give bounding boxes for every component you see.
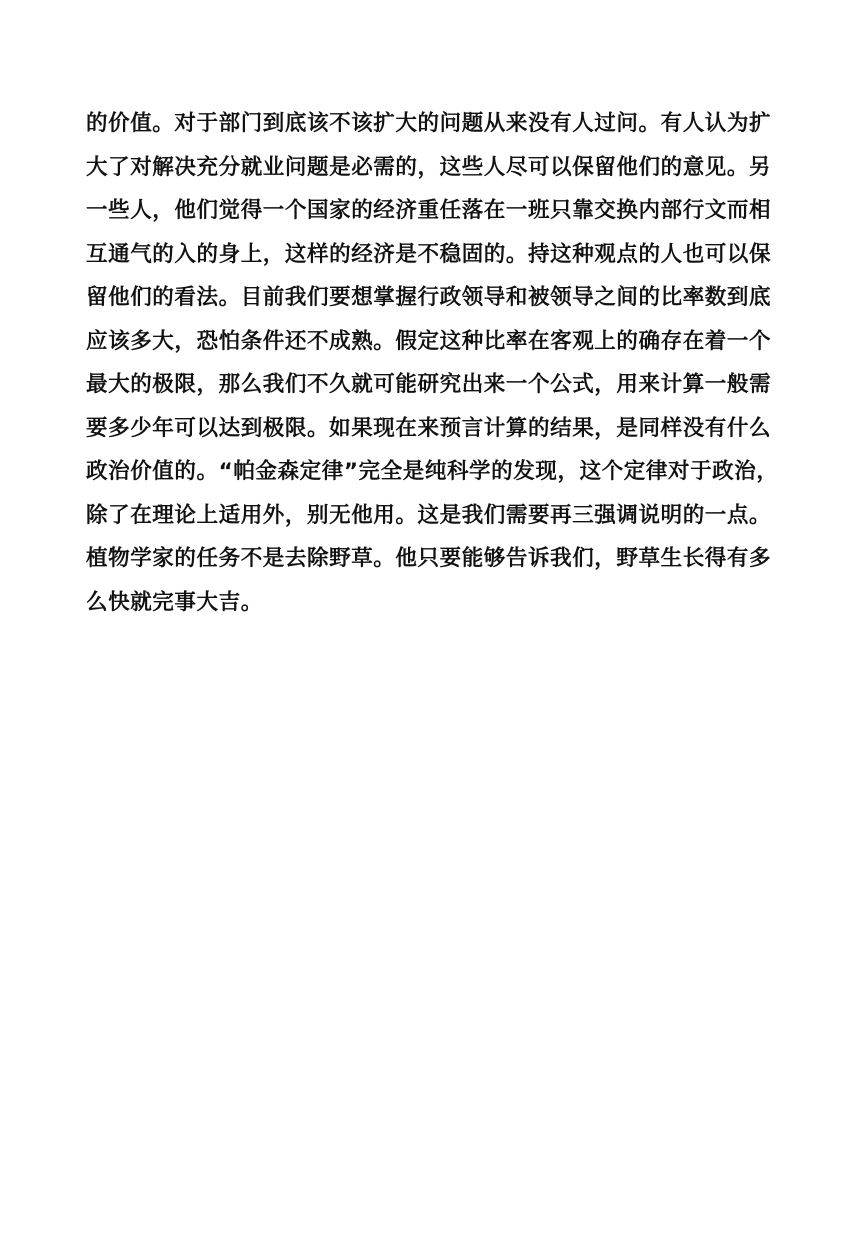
text-line: 除了在理论上适用外，别无他用。这是我们需要再三强调说明的一点。	[86, 502, 772, 528]
text-line: 么快就完事大吉。	[86, 589, 263, 615]
text-line: 互通气的入的身上，这样的经济是不稳固的。持这种观点的人也可以保	[86, 241, 772, 267]
body-text	[86, 102, 786, 624]
text-line: 的价值。对于部门到底该不该扩大的问题从来没有人过问。有人认为扩	[86, 111, 772, 136]
text-line: 应该多大，恐怕条件还不成熟。假定这种比率在客观上的确存在着一个	[86, 328, 772, 354]
text-line: 植物学家的任务不是去除野草。他只要能够告诉我们，野草生长得有多	[86, 546, 772, 571]
text-line: 留他们的看法。目前我们要想掌握行政领导和被领导之间的比率数到底	[86, 285, 772, 310]
text-line: 政治价值的。“帕金森定律”完全是纯科学的发现，这个定律对于政治，	[86, 459, 779, 484]
text-line: 大了对解决充分就业问题是必需的，这些人尽可以保留他们的意见。另	[86, 154, 772, 180]
text-line: 最大的极限，那么我们不久就可能研究出来一个公式，用来计算一般需	[86, 372, 772, 397]
text-line: 要多少年可以达到极限。如果现在来预言计算的结果，是同样没有什么	[86, 415, 772, 441]
text-line: 一些人，他们觉得一个国家的经济重任落在一班只靠交换内部行文而相	[86, 198, 772, 223]
